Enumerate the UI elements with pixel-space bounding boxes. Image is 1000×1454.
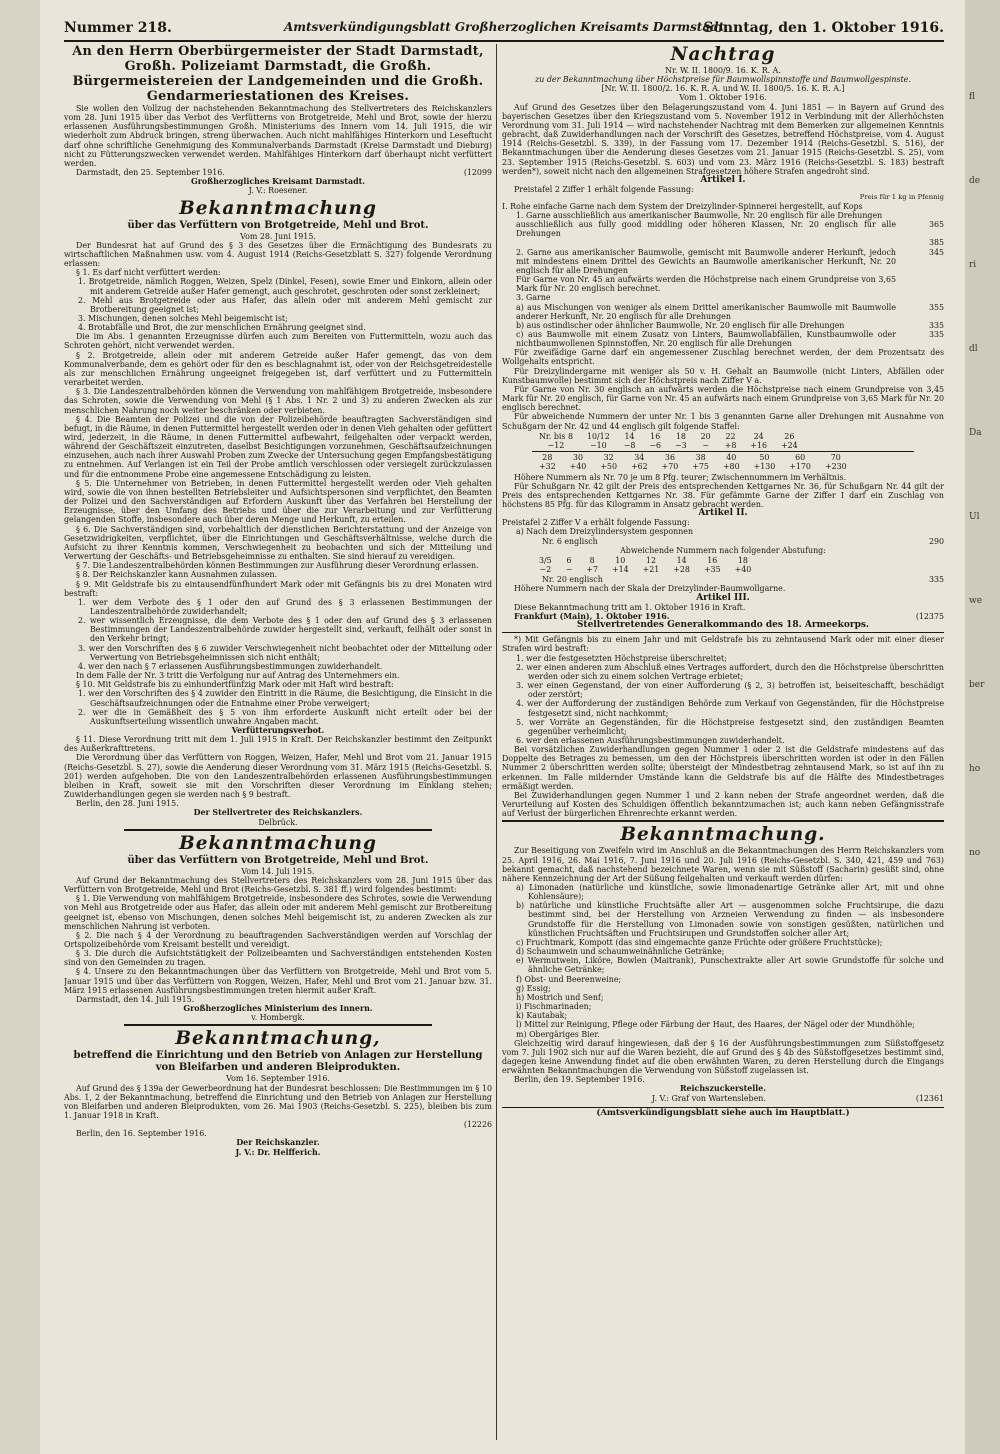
after-text: Für Garne von Nr. 30 englisch an aufwärts werden die Höchstpreise nach einem Grundpreise von 3,45 Mark für Nr. 20 englisch, für Garne von Nr. 45 an aufwärts nach einem Grundpreise von 3,65 Mark für Nr. 20 englisch berechnet. — [502, 384, 944, 413]
price-table — [502, 211, 944, 348]
page-header — [64, 18, 944, 42]
price-row-value: 355 — [928, 302, 944, 312]
notice5-signer: J. V.: Graf von Wartensleben. — [651, 1093, 766, 1103]
notice2-para11b: Die Verordnung über das Verfüttern von Roggen, Weizen, Hafer, Mehl und Brot vom 21. Januar 1915 (Reichs-Gesetzbl. S. 27), sowie die Aenderung dieser Verordnung vom 31. März 1915 (Reichs-Gesetzbl. S. 201) werden aufgehoben. Die von den Landeszentralbehörden erlassenen Ausführungsbestimmungen bleiben in Kraft, soweit sie mit den Vorschriften dieser Verordnung im Einklang stehen; Zuwiderhandlungen gegen sie werden nach § 9 bestraft. — [64, 753, 492, 800]
notice2-item: 2. Mehl aus Brotgetreide oder aus Hafer, das allein oder mit anderem Mehl gemischt zur Brotbereitung geeignet ist; — [78, 295, 492, 314]
notice5-tail: Gleichzeitig wird darauf hingewiesen, daß der § 16 der Ausführungsbestimmungen zum Süßstoffgesetz vom 7. Juli 1902 sich nur auf die Waren bezieht, die auf Grund des § 4b des Süßstoffgesetzes bestimmt sind, dagegen keine Anwendung findet auf die oben erwähnten Waren, zu deren Herstellung durch die Eingangs erwähnten Bekanntmachungen die Verwendung von Süßstoff zugelassen ist. — [502, 1038, 944, 1076]
notice5-item: h) Mostrich und Senf; — [516, 992, 604, 1002]
staffel-value: − — [565, 565, 573, 575]
notice1-dateline — [64, 168, 492, 177]
price-row-text: 3. Garne — [516, 293, 551, 303]
staffel-value: +130 — [753, 462, 776, 472]
notice4-subtitle: betreffend die Einrichtung und den Betrieb von Anlagen zur Herstellung von Bleifarben und anderen Bleiprodukten. — [73, 1050, 483, 1074]
staffel-number: 36 — [664, 453, 675, 463]
price-row — [502, 238, 944, 247]
notice2-para9: § 9. Mit Geldstrafe bis zu eintausendfünfhundert Mark oder mit Gefängnis bis zu drei Monaten wird bestraft: — [64, 579, 492, 598]
issue-number: Nummer 218. — [64, 20, 172, 36]
staffel-value: +40 — [734, 565, 752, 575]
notice4-body: Auf Grund des § 139a der Gewerbeordnung hat der Bundesrat beschlossen: Die Bestimmungen im § 10 Abs. 1, 2 der Bekanntmachung, betreffend die Einrichtung und den Betrieb von Anlagen zur Herstellung von Bleifarben und anderen Bleiprodukten, vom 26. Mai 1903 (Reichs-Gesetzbl. S. 225), bleiben bis zum 1. Januar 1918 in Kraft. — [64, 1083, 492, 1120]
notice2-item: 1. wer dem Verbote des § 1 oder den auf Grund des § 3 erlassenen Bestimmungen der Landeszentralbehörde zuwiderhandelt; — [78, 597, 492, 616]
right-column — [502, 44, 944, 1442]
staffel-value: +70 — [661, 462, 679, 472]
footnote-item: 4. wer der Aufforderung der zuständigen Behörde zum Verkauf von Gegenständen, für die Höchstpreise festgesetzt sind, nicht nachkommt; — [516, 699, 944, 718]
footnote-item: 3. wer einen Gegenstand, der von einer Aufforderung (§ 2, 3) betroffen ist, beiseiteschafft, beschädigt oder zerstört; — [516, 681, 944, 700]
notice4-title: Bekanntmachung, — [175, 1028, 381, 1050]
notice3-date: Vom 14. Juli 1915. — [241, 866, 315, 876]
staffel-value: −8 — [623, 440, 636, 450]
notice2-para1: § 1. Es darf nicht verfüttert werden: — [76, 268, 221, 278]
notice2-item: 4. Brotabfälle und Brot, die zur menschlichen Ernährung geeignet sind. — [78, 323, 366, 333]
staffel-number: 28 — [542, 453, 553, 463]
price-row-value: 385 — [928, 238, 944, 248]
staffel-number: 18 — [675, 431, 686, 441]
staffel-value: − — [702, 440, 709, 450]
staffel-value: +7 — [586, 565, 598, 575]
footnote: *) Mit Gefängnis bis zu einem Jahr und mit Geldstrafe bis zu zehntausend Mark oder mit einer dieser Strafen wird bestraft: — [502, 635, 944, 654]
staffel-number: 12 — [645, 555, 656, 565]
notice3-title: Bekanntmachung — [179, 832, 377, 854]
notice5-place-date: Berlin, den 19. September 1916. — [514, 1075, 645, 1085]
notice3-place-date: Darmstadt, den 14. Juli 1915. — [76, 994, 195, 1004]
staffel-value: +35 — [703, 565, 721, 575]
notice5-item: e) Wermutwein, Liköre, Bowlen (Maitrank), Punschextrakte aller Art sowie Grundstoffe für solche und ähnliche Getränke; — [516, 956, 944, 975]
staffel-number: 34 — [634, 453, 645, 463]
notice5-signline — [502, 1094, 944, 1103]
staffel-table-1 — [532, 432, 805, 450]
article2-intro: Preistafel 2 Ziffer V a erhält folgende Fassung: — [502, 518, 690, 528]
notice3-para2: § 2. Die nach § 4 der Verordnung zu beauftragenden Sachverständigen werden auf Vorschlag der Ortspolizeibehörde vom Kreisamt bestellt und vereidigt. — [64, 930, 492, 949]
notice4-authority: Der Reichskanzler. — [236, 1138, 320, 1148]
notice2-para7: § 7. Die Landeszentralbehörden können Bestimmungen zur Ausführung dieser Verordnung erlassen. — [76, 561, 479, 571]
notice5-item: f) Obst- und Beerenweine; — [516, 974, 622, 984]
notice2-para8: § 8. Der Reichskanzler kann Ausnahmen zulassen. — [76, 570, 278, 580]
staffel-value: +170 — [789, 462, 811, 472]
separator — [124, 829, 432, 831]
article2-b-price: 335 — [928, 575, 944, 585]
staffel-number: 40 — [726, 453, 737, 463]
notice4-ref: (12226 — [463, 1120, 492, 1130]
staffel-value: +14 — [611, 565, 629, 575]
article2-after: Höhere Nummern nach der Skala der Dreizylinder-Baumwollgarne. — [514, 584, 786, 594]
notice2-place-date: Berlin, den 28. Juni 1915. — [76, 799, 179, 809]
staffel-value: +28 — [673, 565, 690, 575]
staffel-number: 32 — [603, 453, 614, 463]
notice2-para3: § 3. Die Landeszentralbehörden können die Verwendung von mahlfähigem Brotgetreide, insbesondere das Schroten, sowie die Verwendung von Mehl (§ 1 Abs. 1 Nr. 2 und 3) zu anderen Zwecken als zur menschlichen Nahrung noch weiter beschränken oder verbieten. — [64, 387, 492, 415]
notice3-authority: Großherzogliches Ministerium des Innern. — [183, 1004, 373, 1014]
article2-a: a) Nach dem Dreizylindersystem gesponnen — [516, 527, 694, 537]
notice3-signer: v. Hombergk. — [251, 1013, 305, 1023]
nachtrag-line3: [Nr. W. II. 1800/2. 16. K. R. A. und W. II. 1800/5. 16. K. R. A.] — [601, 84, 845, 94]
notice2-para4: § 4. Die Beamten der Polizei und die von der Polizeibehörde beauftragten Sachverständigen sind befugt, in die Räume, in denen Futtermittel hergestellt werden oder in denen Vieh gehalten oder gefüttert wird, jederzeit, in die Räume, in denen Futtermittel aufbewahrt, feilgehalten oder verpackt werden, während der Geschäftszeit einzutreten, daselbst Besichtigungen vorzunehmen, Geschäftsaufzeichnungen einzusehen, auch nach ihrer Auswahl Proben zum Zwecke der Untersuchung gegen Empfangsbestätigung zu entnehmen. Auf Verlangen ist ein Teil der Probe amtlich verschlossen oder versiegelt zurückzulassen und für die entnommene Probe eine angemessene Entschädigung zu leisten. — [64, 414, 492, 479]
adjacent-page-strip — [965, 0, 1000, 1454]
article2-intro-row — [502, 518, 944, 527]
notice1-signer: J. V.: Roesener. — [248, 186, 308, 196]
notice2-para1b: Die im Abs. 1 genannten Erzeugnisse dürfen auch zum Bereiten von Futtermitteln, wozu auch das Schroten gehört, nicht verwendet werden. — [64, 332, 492, 351]
price-row — [502, 275, 944, 293]
staffel-value: +32 — [539, 462, 556, 472]
separator — [532, 451, 914, 452]
staffel-value: −10 — [590, 440, 607, 450]
footnote-item: 5. wer Vorräte an Gegenständen, für die Höchstpreise festgesetzt sind, den zuständigen Beamten gegenüber verheimlicht; — [516, 717, 944, 736]
notice5-authority: Reichszuckerstelle. — [679, 1084, 767, 1094]
notice2-authority: Der Stellvertreter des Reichskanzlers. — [193, 808, 363, 818]
notice2-signer: Delbrück. — [258, 817, 298, 827]
strip-fragment: dl — [969, 344, 978, 354]
price-row — [502, 248, 944, 275]
price-row-value: 335 — [928, 329, 944, 339]
price-row — [502, 220, 944, 238]
notice5-item: c) Fruchtmark, Kompott (das sind eingemachte ganze Früchte oder größere Fruchtstücke); — [516, 937, 883, 947]
article2-row — [502, 537, 944, 546]
staffel-value: +24 — [781, 440, 798, 450]
newspaper-page — [40, 0, 965, 1454]
notice3-para1: § 1. Die Verwendung von mahlfähigem Brotgetreide, insbesondere des Schrotes, sowie die Verwendung von Mehl aus Brotgetreide oder aus Hafer, das allein oder mit anderem Mehl gemischt zur Brotbereitung geeignet ist, ebenso von Mischungen, denen solches Mehl beigemischt ist, zu anderen Zwecken als zur menschlichen Nahrung ist verboten. — [64, 894, 492, 931]
staffel-number: 22 — [725, 431, 736, 441]
price-row-value — [896, 275, 944, 293]
strip-fragment: de — [969, 176, 981, 186]
price-row-text — [502, 238, 896, 247]
staffel-number: 70 — [830, 453, 841, 463]
price-row-value — [896, 211, 944, 220]
notice5-item: a) Limonaden (natürliche und künstliche, sowie limonadenartige Getränke aller Art, mit und ohne Kohlensäure); — [516, 883, 944, 902]
staffel-number: 10/12 — [586, 431, 610, 441]
article2-heading: Artikel II. — [698, 508, 748, 519]
notice5-ref: (12361 — [915, 1093, 944, 1103]
staffel-value: +50 — [600, 462, 617, 472]
page-footer-note: (Amtsverkündigungsblatt siehe auch im Hauptblatt.) — [502, 1107, 944, 1118]
article2-b-nr: Nr. 20 englisch — [542, 575, 603, 585]
notice5-item: m) Obergäriges Bier. — [516, 1029, 600, 1039]
article3-text: Diese Bekanntmachung tritt am 1. Oktober 1916 in Kraft. — [514, 602, 746, 612]
staffel-number: 6 — [566, 555, 572, 565]
article2-a-price: 290 — [928, 536, 944, 546]
nachtrag-line1: Nr. W. II. 1800/9. 16. K. R. A. — [665, 66, 781, 75]
price-row-text: 1. Garne ausschließlich aus amerikanischer Baumwolle, Nr. 20 englisch für alle Drehungen — [516, 210, 883, 220]
notice2-para9b: In dem Falle der Nr. 3 tritt die Verfolgung nur auf Antrag des Unternehmers ein. — [76, 671, 400, 681]
price-row-text: b) aus ostindischer oder ähnlicher Baumwolle, Nr. 20 englisch für alle Drehungen — [516, 320, 845, 330]
left-column — [64, 44, 492, 1442]
notice2-item: 3. wer den Vorschriften des § 6 zuwider Verschwiegenheit nicht beobachtet oder der Mitteilung oder Verwertung von Betriebsgeheimnissen sich nicht enthält; — [78, 643, 492, 662]
price-row-value — [896, 293, 944, 302]
strip-fragment: fl — [969, 92, 976, 102]
nachtrag-date: Vom 1. Oktober 1916. — [679, 93, 767, 103]
price-row — [502, 321, 944, 330]
staffel-value: +62 — [630, 462, 648, 472]
notice2-para11: § 11. Diese Verordnung tritt mit dem 1. Juli 1915 in Kraft. Der Reichskanzler bestimmt den Zeitpunkt des Außerkrafttretens. — [64, 735, 492, 754]
notice1-authority: Großherzogliches Kreisamt Darmstadt. — [191, 177, 365, 187]
staffel-number: 14 — [624, 431, 635, 441]
notice2-item: 3. Mischungen, denen solches Mehl beigemischt ist; — [78, 313, 288, 323]
notice5-item: k) Kautabak; — [516, 1011, 568, 1021]
staffel-number: 16 — [707, 555, 718, 565]
staffel-table-2 — [532, 453, 854, 471]
notice4-place-date: Berlin, den 16. September 1916. — [76, 1129, 207, 1139]
staffel-value: +8 — [724, 440, 737, 450]
notice5-item: b) natürliche und künstliche Fruchtsäfte aller Art — ausgenommen solche Fruchtsirupe, die dazu bestimmt sind, bei der Herstellung von Arzneien Verwendung zu finden — als insbesondere Grundstoffe für die Herstellung von Limonaden sowie von sonstigen gesüßten, natürlichen und künstlichen Fruchtsäften und Fruchtsirupen und Grundstoffen solcher aller Art; — [516, 901, 944, 938]
footnote-tail: Bei Zuwiderhandlungen gegen Nummer 1 und 2 kann neben der Strafe angeordnet werden, daß die Verurteilung auf Kosten des Schuldigen öffentlich bekanntzumachen ist; auch kann neben Gefängnisstrafe auf Verlust der bürgerlichen Ehrenrechte erkannt werden. — [502, 790, 944, 819]
strip-fragment: no — [969, 848, 981, 858]
staffel-value: −12 — [547, 440, 565, 450]
notice5-title: Bekanntmachung. — [620, 824, 826, 846]
separator — [502, 820, 944, 822]
price-row — [502, 211, 944, 220]
staffel-table-3 — [532, 556, 758, 574]
notice1-place-date: Darmstadt, den 25. September 1916. — [76, 168, 225, 178]
staffel-number: 26 — [784, 431, 795, 441]
paper-title: Amtsverkündigungsblatt Großherzoglichen Kreisamts Darmstadt. — [284, 20, 729, 34]
staffel-number: 16 — [650, 431, 661, 441]
notice5-intro: Zur Beseitigung von Zweifeln wird im Anschluß an die Bekanntmachungen des Herrn Reichskanzlers vom 25. April 1916, 26. Mai 1916, 7. Juni 1916 und 20. Juli 1916 (Reichs-Gesetzbl. S. 340, 421, 459 und 763) bekannt gemacht, daß nachstehend bezeichnete Waren, wenn sie mit Süßstoff (Sacharin) gesüßt sind, ohne nähere Kennzeichnung der Art der Süßung feilgehalten und verkauft werden dürfen: — [502, 846, 944, 883]
notice5-item: i) Fischmarinaden; — [516, 1002, 592, 1012]
price-row — [502, 330, 944, 348]
staffel-number: 3/5 — [539, 555, 552, 565]
issue-date: Sonntag, den 1. Oktober 1916. — [703, 20, 944, 36]
notice3-para3: § 3. Die durch die Aufsichtstätigkeit der Polizeibeamten und Sachverständigen entstehenden Kosten sind von den Gemeinden zu tragen. — [64, 949, 492, 968]
strip-fragment: ho — [969, 764, 981, 774]
footnote-item: 1. wer die festgesetzten Höchstpreise überschreitet; — [516, 653, 727, 663]
price-row-value: 345 — [928, 247, 944, 257]
notice5-item: d) Schaumwein und schaumweinähnliche Getränke; — [516, 947, 725, 957]
price-row-text: ausschließlich aus fully good middling oder höheren Klassen, Nr. 20 englisch für alle Drehungen — [516, 220, 896, 239]
staffel-number: 8 — [589, 555, 595, 565]
price-row-text: 2. Garne aus amerikanischer Baumwolle, gemischt mit Baumwolle anderer Herkunft, jedoch mit mindestens einem Drittel des Gewichts an Baumwolle amerikanischer Herkunft, Nr. 20 englisch für alle Drehungen — [516, 247, 896, 275]
article2-a-nr: Nr. 6 englisch — [542, 536, 598, 546]
after-text: Für Schußgarn Nr. 42 gilt der Preis des entsprechenden Kettgarnes Nr. 36, für Schußgarn Nr. 44 gilt der Preis des entsprechenden Kettgarnes Nr. 38. Für gefämmte Garne der Ziffer I darf ein Zuschlag von höchstens 85 Pfg. für das Kilogramm in Ansatz gebracht werden. — [502, 481, 944, 509]
notice2-para2: § 2. Brotgetreide, allein oder mit anderem Getreide außer Hafer gemengt, das von dem Kommunalverbande, dem es gehört oder für den es beschlagnahmt ist, oder von der Reichsgetreidestelle als zur menschlichen Ernährung ungeeignet freigegeben ist, darf verfüttert und zu Futtermitteln verarbeitet werden. — [64, 350, 492, 388]
staffel-value: +40 — [569, 462, 587, 472]
staffel-number: 10 — [615, 555, 626, 565]
staffel-value: −2 — [539, 565, 552, 575]
article3-heading: Artikel III. — [696, 592, 750, 603]
notice2-item: 2. wer die in Gemäßheit des § 5 von ihm erforderte Auskunft nicht erteilt oder bei der Auskunftserteilung wissentlich unwahre Angaben macht. — [78, 707, 492, 726]
article2-row — [502, 575, 944, 584]
staffel-number: 38 — [695, 453, 706, 463]
staffel-number: 60 — [795, 453, 806, 463]
notice2-subheading: Verfütterungsverbot. — [231, 726, 325, 735]
after-text: Höhere Nummern als Nr. 70 je um 8 Pfg. teurer; Zwischennummern im Verhältnis. — [514, 472, 847, 482]
strip-fragment: Ul — [969, 512, 980, 522]
notice5-item: l) Mittel zur Reinigung, Pflege oder Färbung der Haut, des Haares, der Nägel oder der Mundhöhle; — [516, 1020, 915, 1030]
notice2-item: 1. Brotgetreide, nämlich Roggen, Weizen, Spelz (Dinkel, Fesen), sowie Emer und Einkorn, allein oder mit anderem Getreide außer Hafer gemengt, auch geschrotet, geschroten oder sonst zerkleinert; — [78, 277, 492, 296]
nachtrag-ref: (12375 — [915, 611, 944, 621]
nachtrag-intro: Auf Grund des Gesetzes über den Belagerungszustand vom 4. Juni 1851 — in Bayern auf Grund des bayerischen Gesetzes über den Kriegszustand vom 5. November 1912 in Verbindung mit der Allerhöchsten Verordnung vom 31. Juli 1914 — wird nachstehender Nachtrag mit dem Bemerken zur allgemeinen Kenntnis gebracht, daß Zuwiderhandlungen nach der Vorschrift des Gesetzes, betreffend Höchstpreise, vom 4. August 1914 (Reichs-Gesetzbl. S. 339), in der Fassung vom 17. Dezember 1914 (Reichs-Gesetzbl. S. 516), der Bekanntmachungen über die Aenderung dieses Gesetzes vom 21. Januar 1915 (Reichs-Gesetzbl. S. 25), vom 23. September 1915 (Reichs-Gesetzbl. S. 603) und vom 23. März 1916 (Reichs-Gesetzbl. S. 183) bestraft werden*), soweit nicht nach den allgemeinen Strafgesetzen höhere Strafen angedroht sind. — [502, 102, 944, 176]
staffel-value: +75 — [692, 462, 709, 472]
staffel-value: +230 — [824, 462, 847, 472]
notice3-intro: Auf Grund der Bekanntmachung des Stellvertreters des Reichskanzlers vom 28. Juni 1915 über das Verfüttern von Brotgetreide, Mehl und Brot (Reichs-Gesetzbl. S. 381 ff.) wird folgendes bestimmt: — [64, 875, 492, 895]
price-row-text: c) aus Baumwolle mit einem Zusatz von Linters, Baumwollabfällen, Kunstbaumwolle oder nichtbaumwollenen Spinnstoffen, Nr. 20 englisch für alle Drehungen — [516, 329, 896, 349]
notice2-title: Bekanntmachung — [179, 197, 377, 219]
notice2-item: 2. wer wissentlich Erzeugnisse, die dem Verbote des § 1 oder den auf Grund des § 3 erlassenen Bestimmungen der Landeszentralbehörde zuwider hergestellt sind, verkauft, feilhält oder sonst in den Verkehr bringt; — [78, 616, 492, 644]
article2-staffel-intro: Abweichende Nummern nach folgender Abstufung: — [620, 545, 826, 555]
footnote-item: 6. wer den erlassenen Ausführungsbestimmungen zuwiderhandelt. — [516, 735, 785, 745]
column-divider — [496, 44, 497, 1440]
price-row-text: Für Garne von Nr. 45 an aufwärts werden die Höchstpreise nach einem Grundpreise von 3,65 Mark für Nr. 20 englisch berechnet. — [516, 275, 896, 294]
staffel-number: 18 — [737, 555, 748, 565]
notice2-para10: § 10. Mit Geldstrafe bis zu einhundertfünfzig Mark oder mit Haft wird bestraft: — [76, 680, 394, 690]
notice1-ref: (12099 — [463, 168, 492, 178]
notice2-subtitle: über das Verfüttern von Brotgetreide, Mehl und Brot. — [127, 219, 429, 231]
notice2-para6: § 6. Die Sachverständigen sind, vorbehaltlich der dienstlichen Berichterstattung und der Anzeige von Gesetzwidrigkeiten, verpflichtet, über die Einrichtungen und Geschäftsverhältnisse, welche durch die Aufsicht zu ihrer Kenntnis kommen, Verschwiegenheit zu beobachten und sich der Mitteilung und Verwertung der Geschäfts- und Betriebsgeheimnisse zu enthalten. Sie sind hierauf zu vereidigen. — [64, 524, 492, 562]
notice2-para5: § 5. Die Unternehmer von Betrieben, in denen Futtermittel hergestellt werden oder Vieh gehalten wird, sowie die von ihnen bestellten Betriebsleiter und Aufsichtspersonen sind verpflichtet, den Beamten der Polizei und den Sachverständigen auf Erfordern Auskunft über das Verfahren bei Herstellung der Erzeugnisse, über den Umfang des Betriebs und über die zur Verarbeitung und zur Verfütterung gelangenden Stoffe, insbesondere auch über deren Menge und Herkunft, zu erteilen. — [64, 478, 492, 525]
staffel-value: −6 — [649, 440, 662, 450]
price-row-text: a) aus Mischungen von weniger als einem Drittel amerikanischer Baumwolle mit Baumwolle anderer Herkunft, Nr. 20 englisch für alle Drehungen — [516, 302, 896, 321]
nachtrag-title: Nachtrag — [670, 44, 776, 65]
article1-heading: Artikel I. — [700, 174, 746, 185]
notice1-body: Sie wollen den Vollzug der nachstehenden Bekanntmachung des Stellvertreters des Reichskanzlers vom 28. Juni 1915 über das Verbot des Verfütterns von Brotgetreide, Mehl und Brot, sowie der hierzu erlassenen Ausführungsbestimmungen Großh. Ministeriums des Innern vom 14. Juli 1915, die wir wiederholt zum Abdruck bringen, streng überwachen. Auch nicht mahlfähiges Hinterkorn und Leseftucht darf ohne schriftliche Genehmigung des Kommunalverbands Darmstadt (Kreise Darmstadt und Dieburg) nicht zu Fütterungszwecken verwendet werden. Mahlfähiges Hinterkorn darf überhaupt nicht verfüttert werden. — [64, 104, 492, 168]
staffel-value: +16 — [750, 440, 767, 450]
staffel-value: −3 — [675, 440, 687, 450]
notice3-para4: § 4. Unsere zu den Bekanntmachungen über das Verfüttern von Brotgetreide, Mehl und Brot vom 5. Januar 1915 und über das Verfüttern von Roggen, Weizen, Hafer, Mehl und Brot vom 21. Januar bzw. 31. März 1915 erlassenen Ausführungsbestimmungen treten hiermit außer Kraft. — [64, 967, 492, 995]
price-row — [502, 303, 944, 321]
footnote-tail: Bei vorsätzlichen Zuwiderhandlungen gegen Nummer 1 oder 2 ist die Geldstrafe mindestens auf das Doppelte des Betrages zu bemessen, um den der Höchstpreis überschritten worden ist oder in den Fällen Nummer 2 überschritten werden sollte; übersteigt der Mindestbetrag zehntausend Mark, so ist auf ihn zu erkennen. Im Falle mildernder Umstände kann die Geldstrafe bis auf die Hälfte des Mindestbetrages ermäßigt werden. — [502, 745, 944, 791]
after-text: Für Dreizylindergarne mit weniger als 50 v. H. Gehalt an Baumwolle (nicht Linters, Abfällen oder Kunstbaumwolle) bestimmt sich der Höchstpreis nach Ziffer V a. — [502, 366, 944, 385]
notice3-subtitle: über das Verfüttern von Brotgetreide, Mehl und Brot. — [127, 854, 429, 866]
price-row-value: 335 — [928, 320, 944, 330]
staffel-number: Nr. bis 8 — [539, 431, 573, 441]
notice4-signer: J. V.: Dr. Helfferich. — [235, 1147, 321, 1157]
staffel-number: 50 — [759, 453, 770, 463]
strip-fragment: we — [969, 596, 983, 606]
notice1-heading: An den Herrn Oberbürgermeister der Stadt Darmstadt, Großh. Polizeiamt Darmstadt, die Großh. Bürgermeistereien der Landgemeinden und die Großh. Gendarmeriestationen des Kreises. — [72, 44, 484, 104]
strip-fragment: ri — [969, 260, 977, 270]
article1-intro: Preistafel 2 Ziffer 1 erhält folgende Fassung: — [514, 185, 694, 195]
nachtrag-authority: Stellvertretendes Generalkommando des 18. Armeekorps. — [576, 620, 870, 631]
separator — [124, 1024, 432, 1026]
after-text: Für zweifädige Garne darf ein angemessener Zuschlag berechnet werden, der dem Prozentsatz des Wollgehalts entspricht. — [502, 348, 944, 367]
staffel-value: +21 — [642, 565, 660, 575]
staffel-number: 24 — [753, 431, 764, 441]
notice4-date: Vom 16. September 1916. — [226, 1074, 330, 1084]
after-text: Für abweichende Nummern der unter Nr. 1 bis 3 genannten Garne aller Drehungen mit Ausnahme von Schußgarn der Nr. 42 und 44 englisch gilt folgende Staffel: — [502, 412, 944, 431]
staffel-value: +80 — [722, 462, 740, 472]
staffel-number: 20 — [700, 431, 711, 441]
strip-fragment: Da — [969, 428, 982, 438]
notice2-item: 1. wer den Vorschriften des § 4 zuwider den Eintritt in die Räume, die Besichtigung, die Einsicht in die Geschäftsaufzeichnungen oder die Entnahme einer Probe verweigert; — [78, 689, 492, 708]
price-row — [502, 293, 944, 302]
strip-fragment: ber — [969, 680, 985, 690]
price-row-value: 365 — [928, 220, 944, 230]
nachtrag-line2: zu der Bekanntmachung über Höchstpreise für Baumwollspinnstoffe und Baumwollgespinste. — [535, 75, 911, 85]
notice2-intro: Der Bundesrat hat auf Grund des § 3 des Gesetzes über die Ermächtigung des Bundesrats zu wirtschaftlichen Maßnahmen usw. vom 4. August 1914 (Reichs-Gesetzblatt S. 327) folgende Verordnung erlassen: — [64, 240, 492, 269]
staffel-number: 30 — [572, 453, 583, 463]
staffel-number: 14 — [676, 555, 687, 565]
separator — [502, 632, 944, 633]
price-column-head: Preis für 1 kg in Pfennig — [859, 193, 944, 202]
nachtrag-place-date: Frankfurt (Main), 1. Oktober 1916. — [514, 611, 670, 621]
footnote-item: 2. wer einen anderen zum Abschluß eines Vertrages auffordert, durch den die Höchstpreise überschritten werden oder sich zu einem solchen Vertrage erbietet; — [516, 662, 944, 681]
notice2-item: 4. wer den nach § 7 erlassenen Ausführungsbestimmungen zuwiderhandelt. — [78, 661, 383, 671]
price-group-1: I. Rohe einfache Garne nach dem System der Dreizylinder-Spinnerei hergestellt, auf Kops — [502, 201, 863, 211]
notice5-item: g) Essig; — [516, 983, 551, 993]
notice2-date: Vom 28. Juni 1915. — [240, 231, 316, 241]
